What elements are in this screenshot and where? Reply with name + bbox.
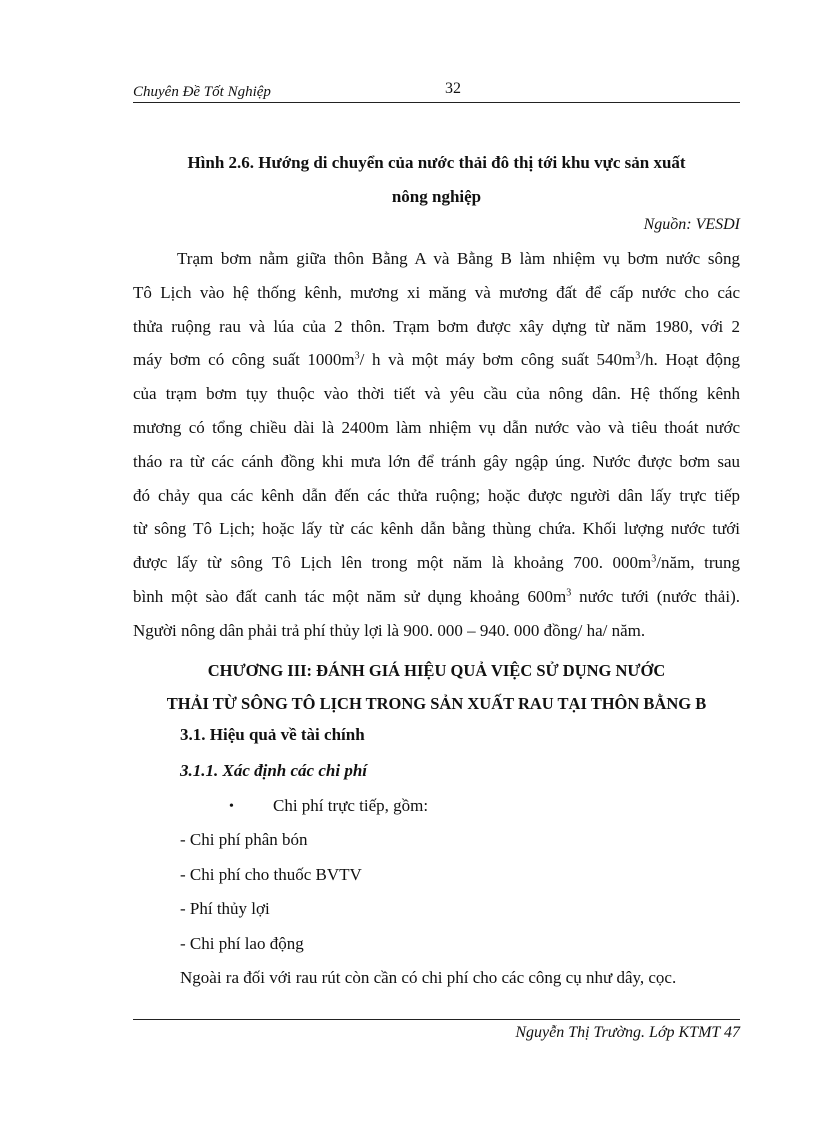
paragraph-line: mương có tổng chiều dài là 2400m làm nhiệm vụ dẫn nước vào và tiêu thoát nước	[133, 417, 740, 437]
paragraph-line: đó chảy qua các kênh dẫn đến các thửa ruộng; hoặc được người dân lấy trực tiếp	[133, 485, 740, 505]
paragraph-line: Tô Lịch vào hệ thống kênh, mương xi măng và mương đất để cấp nước cho các	[133, 282, 740, 302]
figure-source: Nguồn: VESDI	[643, 216, 740, 233]
list-item: - Chi phí phân bón	[180, 830, 308, 849]
list-item: - Phí thủy lợi	[180, 899, 270, 918]
chapter-heading	[133, 654, 740, 720]
paragraph-line: được lấy từ sông Tô Lịch lên trong một năm là khoảng 700. $000m^3$/năm, trung	[133, 553, 740, 573]
paragraph-line: tháo ra từ các cánh đồng khi mưa lớn để tránh gây ngập úng. Nước được bơm sau	[133, 451, 740, 471]
section-heading-3-1: 3.1. Hiệu quả về tài chính	[180, 725, 365, 744]
paragraph-line: máy bơm có công suất $1000m^3/$ h và một máy bơm công suất $540m^3/h$. Hoạt động	[133, 350, 740, 370]
page-number: 32	[445, 80, 461, 97]
section-heading-3-1-1: 3.1.1. Xác định các chi phí	[180, 761, 368, 780]
footer-divider	[133, 1019, 740, 1020]
figure-caption-line-2: nông nghiệp	[391, 187, 482, 206]
body-paragraph	[133, 242, 740, 648]
paragraph-line: Trạm bơm nằm giữa thôn Bằng A và Bằng B làm nhiệm vụ bơm nước sông	[177, 249, 740, 268]
chapter-heading-line-1: CHƯƠNG III: ĐÁNH GIÁ HIỆU QUẢ VIỆC SỬ DỤNG NƯỚC	[207, 661, 666, 680]
header-title: Chuyên Đề Tốt Nghiệp	[133, 84, 271, 100]
page-header	[133, 80, 740, 103]
paragraph-line: thửa ruộng rau và lúa của 2 thôn. Trạm bơm được xây dựng từ năm 1980, với 2	[133, 316, 740, 336]
bullet-icon: •	[229, 799, 234, 814]
figure-caption	[133, 146, 740, 214]
page-footer: Nguyễn Thị Trường. Lớp KTMT 47	[515, 1024, 740, 1041]
list-item: - Chi phí lao động	[180, 934, 304, 953]
figure-caption-line-1: Hình 2.6. Hướng di chuyển của nước thải đô thị tới khu vực sản xuất	[187, 153, 686, 172]
chapter-heading-line-2: THẢI TỪ SÔNG TÔ LỊCH TRONG SẢN XUẤT RAU TẠI THÔN BẰNG B	[166, 694, 707, 713]
list-item: - Chi phí cho thuốc BVTV	[180, 865, 362, 884]
closing-sentence: Ngoài ra đối với rau rút còn cần có chi phí cho các công cụ như dây, cọc.	[180, 968, 677, 987]
paragraph-line: của trạm bơm tụy thuộc vào thời tiết và yêu cầu của nông dân. Hệ thống kênh	[133, 384, 740, 404]
paragraph-line: bình một sào đất canh tác một năm sử dụng khoảng $600m^3$ nước tưới (nước thải).	[133, 586, 740, 606]
bullet-text: Chi phí trực tiếp, gồm:	[273, 796, 429, 815]
paragraph-line: từ sông Tô Lịch; hoặc lấy từ các kênh dẫn bằng thùng chứa. Khối lượng nước tưới	[133, 519, 740, 539]
paragraph-line: Người nông dân phải trả phí thủy lợi là 900. 000 – 940. 000 đồng/ ha/ năm.	[133, 620, 646, 640]
